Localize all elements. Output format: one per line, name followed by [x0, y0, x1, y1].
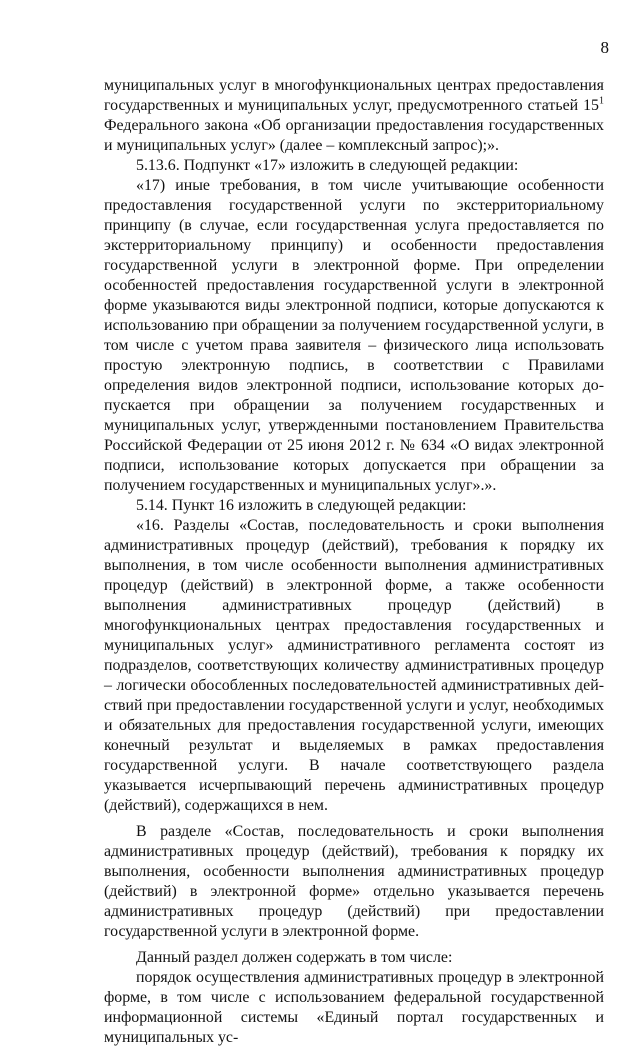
paragraph-subpoint-17: «17) иные требования, в том числе учитывающие особенности предоставления государственной услуги по экстерриториальному принципу (в случае, если государственная услуга предоставляется по экстерриториальному принципу) и особенности предоставления государственной услуги в электронной форме. При определении особенностей предоставления государственной услуги в электронной форме указываются виды электронной подписи, которые допускаются к использованию при обращении за получением государственной услуги, в том числе с учетом права заявителя – физического лица использовать простую электронную подпись, в соответствии с Правилами определения видов электронной подписи, использование которых допускается при обращении за получением государственных и муниципальных услуг, утвержденными постановлением Правительства Российской Федерации от 25 июня 2012 г. № 634 «О видах электронной подписи, использование которых допускается при обращении за получением государственных и муниципальных услуг».». — [104, 177, 604, 494]
paragraph-continuation — [104, 76, 604, 156]
paragraph-text: Федерального закона «Об организации предоставления государственных и муниципальных услуг» (далее – комплексный запрос);». — [104, 117, 604, 154]
paragraph-procedure-order: порядок осуществления административных процедур в электронной форме, в том числе с использованием федеральной государственной информационной системы «Единый портал государственных и муниципальных ус- — [104, 969, 604, 1046]
paragraph-item-5-14: 5.14. Пункт 16 изложить в следующей редакции: — [136, 497, 467, 514]
page-number: 8 — [600, 38, 609, 57]
paragraph-item-5-13-6: 5.13.6. Подпункт «17» изложить в следующей редакции: — [136, 157, 519, 174]
paragraph-section-content: Данный раздел должен содержать в том числе: — [136, 949, 453, 966]
paragraph-section-note: В разделе «Состав, последовательность и сроки выполнения административных процедур (действий), требования к порядку их выполнения, особенности выполнения административных процедур (действий) в электронной форме» отдельно указывается перечень административных процедур (действий) при предоставлении государственной услуги в электронной форме. — [104, 823, 604, 940]
document-body — [104, 76, 604, 1048]
paragraph-text: муниципальных услуг в многофункциональных центрах предоставления государственных и муниципальных услуг, предусмотренного статьей 15 — [104, 77, 604, 114]
paragraph-point-16: «16. Разделы «Состав, последовательность и сроки выполнения административных процедур (действий), требования к порядку их выполнения, в том числе особенности выполнения административных процедур (действий) в электронной форме, а также особенности выполнения административных процедур (действий) в многофункциональных центрах предоставления государственных и муниципальных услуг» административного регламента состоят из подразделов, соответствующих количеству административных процедур – логически обособленных последовательностей административных действий при предоставлении государственной услуги и услуг, необходимых и обязательных для предоставления государственной услуги, имеющих конечный результат и выделяемых в рамках предоставления государственной услуги. В начале соответствующего раздела указывается исчерпывающий перечень административных процедур (действий), содержащихся в нем. — [104, 517, 604, 814]
superscript: 1 — [599, 95, 604, 107]
